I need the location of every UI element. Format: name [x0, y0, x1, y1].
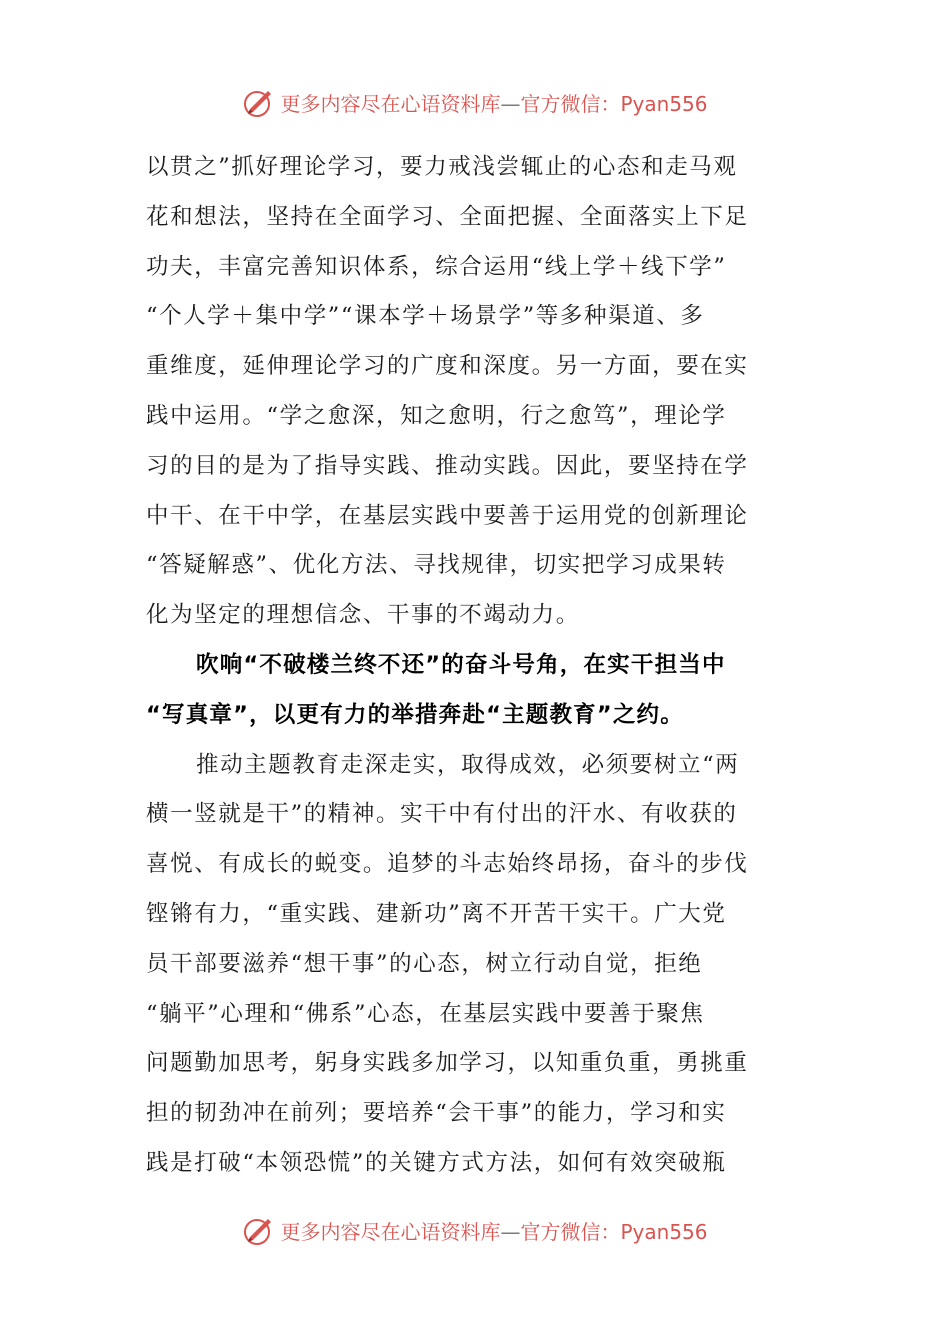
body-text-line: “个人学＋集中学”“课本学＋场景学”等多种渠道、多: [146, 303, 705, 330]
body-text-line: 中干、在干中学，在基层实践中要善于运用党的创新理论: [146, 502, 749, 529]
banner-wechat-id: Pyan556: [620, 91, 708, 116]
body-text-line: 问题勤加思考，躬身实践多加学习，以知重负重，勇挑重: [146, 1050, 749, 1077]
body-text-line: “躺平”心理和“佛系”心态，在基层实践中要善于聚焦: [146, 1000, 705, 1027]
body-text-line: 担的韧劲冲在前列；要培养“会干事”的能力，学习和实: [146, 1100, 727, 1127]
banner-text: [280, 88, 707, 117]
body-text-line: “答疑解惑”、优化方法、寻找规律，切实把学习成果转: [146, 552, 727, 579]
document-body: [146, 143, 806, 1189]
banner-official-label: 官方微信：: [520, 1219, 621, 1244]
footer-banner: [0, 1208, 950, 1252]
banner-main-text: 更多内容尽在心语资料库: [280, 1219, 501, 1244]
body-text-line: 花和想法，坚持在全面学习、全面把握、全面落实上下足: [146, 203, 749, 230]
banner-dash: —: [500, 1219, 521, 1244]
body-text-line: 以贯之”抓好理论学习，要力戒浅尝辄止的心态和走马观: [146, 154, 738, 180]
body-text-line: 员干部要滋养“想干事”的心态，树立行动自觉，拒绝: [146, 950, 703, 977]
body-text-line: 重维度，延伸理论学习的广度和深度。另一方面，要在实: [146, 353, 749, 380]
body-text-line: 践中运用。“学之愈深，知之愈明，行之愈笃”，理论学: [146, 402, 727, 429]
body-text-line: 铿锵有力，“重实践、建新功”离不开苦干实干。广大党: [146, 900, 727, 927]
body-text-line: 横一竖就是干”的精神。实干中有付出的汗水、有收获的: [146, 801, 738, 828]
heading-line: 吹响“不破楼兰终不还”的奋斗号角，在实干担当中: [196, 651, 726, 678]
banner-dash: —: [500, 91, 521, 116]
body-text-line: 化为坚定的理想信念、干事的不竭动力。: [146, 602, 580, 629]
banner-official-label: 官方微信：: [520, 91, 621, 116]
body-text-line: 推动主题教育走深走实，取得成效，必须要树立“两: [196, 751, 740, 778]
header-banner: [0, 80, 950, 124]
heading-line: “写真章”，以更有力的举措奔赴“主题教育”之约。: [146, 701, 684, 728]
banner-main-text: 更多内容尽在心语资料库: [280, 91, 501, 116]
body-text-line: 践是打破“本领恐慌”的关键方式方法，如何有效突破瓶: [146, 1149, 727, 1176]
body-text-line: 习的目的是为了指导实践、推动实践。因此，要坚持在学: [146, 452, 749, 479]
banner-wechat-id: Pyan556: [620, 1219, 708, 1244]
body-text-line: 功夫，丰富完善知识体系，综合运用“线上学＋线下学”: [146, 253, 727, 280]
pen-in-circle-icon: [242, 1213, 276, 1247]
body-text-line: 喜悦、有成长的蜕变。追梦的斗志始终昂扬，奋斗的步伐: [146, 851, 749, 878]
pen-in-circle-icon: [242, 85, 276, 119]
banner-text: [280, 1216, 707, 1245]
